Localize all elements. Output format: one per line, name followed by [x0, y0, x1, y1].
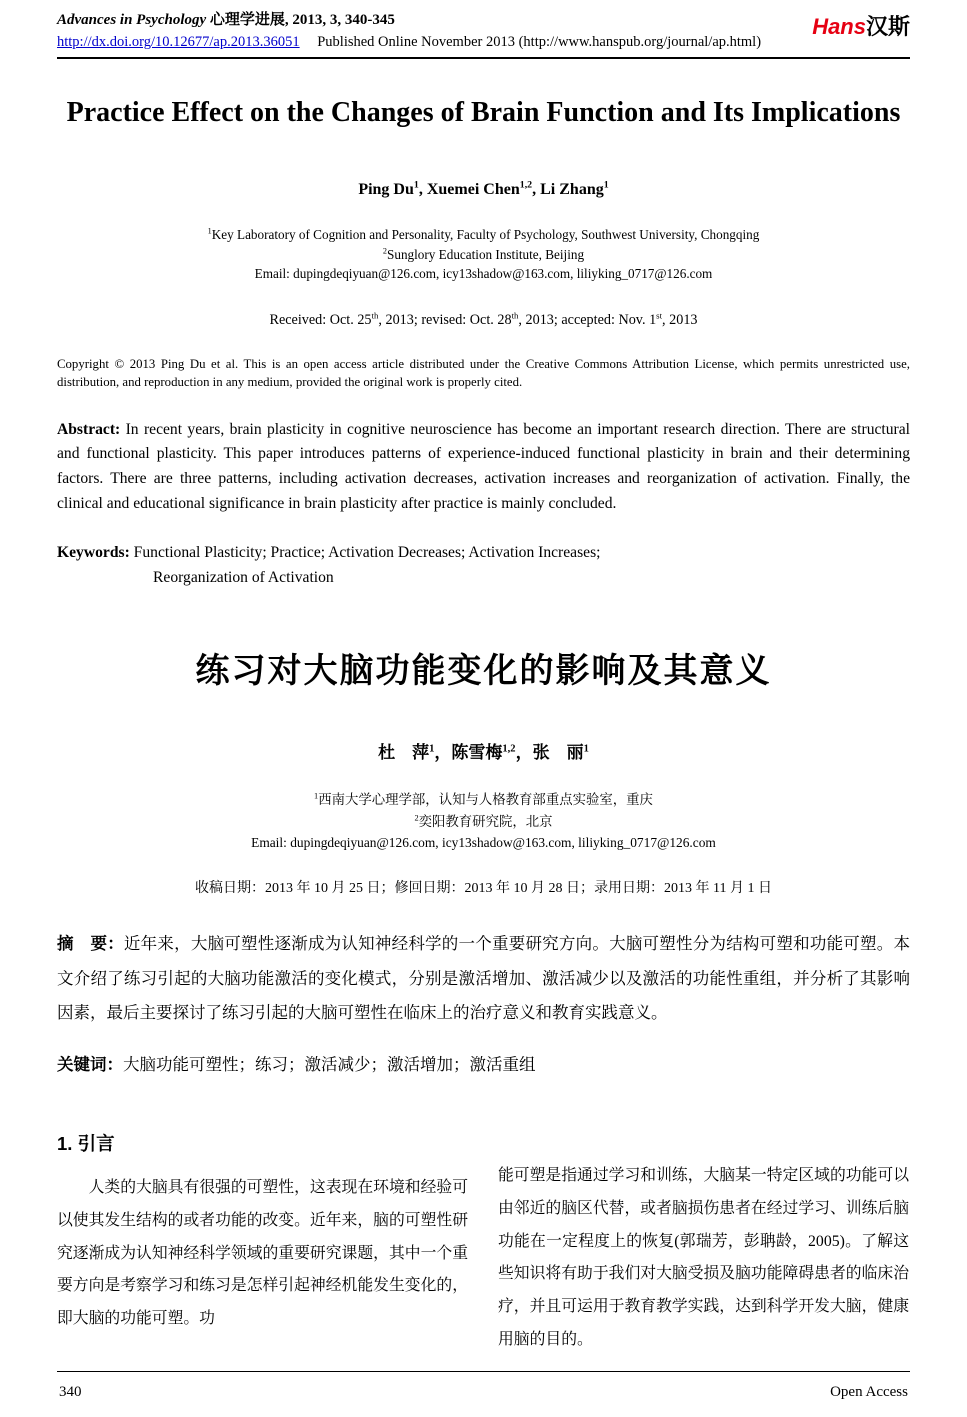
keywords-label: Keywords: — [57, 544, 130, 562]
body-columns — [57, 1130, 910, 1357]
journal-info — [57, 8, 761, 51]
ordinal-sup: th — [511, 310, 519, 321]
affiliations-cn — [57, 789, 910, 853]
received-text: , 2013 — [662, 312, 698, 329]
keywords-cn-text: 大脑功能可塑性；练习；激活减少；激活增加；激活重组 — [123, 1054, 536, 1074]
paper-title-en: Practice Effect on the Changes of Brain Function and Its Implications — [66, 97, 901, 128]
received-text: , 2013; accepted: Nov. 1 — [518, 312, 657, 329]
received-dates-cn: 收稿日期：2013 年 10 月 25 日；修回日期：2013 年 10 月 28 日；录用日期：2013 年 11 月 1 日 — [195, 881, 772, 897]
author-affil-sup: 1 — [413, 179, 419, 191]
column-right — [498, 1130, 909, 1357]
affiliations-en — [57, 225, 910, 284]
keywords-text: Functional Plasticity; Practice; Activation Decreases; Activation Increases; — [133, 544, 601, 562]
affiliation-sup: 1 — [207, 226, 212, 236]
author-affil-sup: 1,2 — [502, 743, 516, 755]
copyright-notice: Copyright © 2013 Ping Du et al. This is an open access article distributed under the Creative Commons Attribution License, which permits unrestricted use, distribution, and reproduction in any medium, provided the original work is properly cited. — [57, 357, 910, 390]
affiliation-text: 西南大学心理学部，认知与人格教育部重点实验室，重庆 — [318, 792, 653, 808]
affiliation-line — [57, 245, 910, 265]
body-paragraph-right: 能可塑是指通过学习和训练，大脑某一特定区域的功能可以由邻近的脑区代替，或者脑损伤患者在经过学习、训练后脑功能在一定程度上的恢复(郭瑞芳，彭聃龄，2005)。了解这些知识将有助于我们对大脑受损及脑功能障碍患者的临床治疗，并且可运用于教育教学实践，达到科学开发大脑，健康用脑的目的。 — [498, 1166, 909, 1349]
author-name: Ping Du — [358, 180, 414, 198]
author-affil-sup: 1,2 — [519, 179, 533, 191]
page-number: 340 — [59, 1384, 82, 1400]
affiliation-line — [57, 789, 910, 810]
author-separator: ， — [434, 743, 452, 763]
authors-cn — [57, 738, 910, 763]
keywords-cn-label: 关键词： — [57, 1055, 123, 1074]
affiliation-text: Key Laboratory of Cognition and Personality, Faculty of Psychology, Southwest University, Chongqing — [211, 226, 760, 242]
author-name: Li Zhang — [540, 180, 604, 198]
journal-title-cn: 心理学进展, 2013, 3, 340-345 — [209, 12, 395, 28]
abstract-en — [57, 418, 910, 518]
author-name: 张 丽 — [532, 743, 584, 763]
keywords-cn — [57, 1048, 910, 1082]
keywords-text-cont: Reorganization of Activation — [153, 569, 334, 587]
body-paragraph-left: 人类的大脑具有很强的可塑性，这表现在环境和经验可以使其发生结构的或者功能的改变。近年来，脑的可塑性研究逐渐成为认知神经科学领域的重要研究课题，其中一个重要方向是考察学习和练习是怎样引起神经机能发生变化的，即大脑的功能可塑。功 — [57, 1178, 468, 1328]
affiliation-sup: 2 — [414, 813, 419, 823]
column-left — [57, 1130, 468, 1357]
received-text: Received: Oct. 25 — [269, 312, 372, 329]
abstract-text: In recent years, brain plasticity in cognitive neuroscience has become an important research direction. There are structural and functional plasticity. This paper introduces patterns of experience-induced functional plasticity in brain and their determining factors. There are three patterns, including activation decreases, activation increases and reorganization of activation. Finally, the clinical and educational significance in brain plasticity after practice is mainly concluded. — [57, 420, 910, 513]
header-divider — [57, 57, 910, 59]
affiliation-line — [57, 225, 910, 245]
hans-logo — [812, 10, 910, 41]
open-access-label: Open Access — [830, 1384, 908, 1400]
journal-header — [57, 8, 910, 59]
paper-title-cn: 练习对大脑功能变化的影响及其意义 — [195, 653, 772, 691]
published-info: Published Online November 2013 (http://www.hanspub.org/journal/ap.html) — [317, 34, 762, 50]
hans-logo-text-en: Hans — [812, 14, 866, 39]
section-heading: 1. 引言 — [57, 1132, 115, 1154]
author-name: Xuemei Chen — [426, 180, 520, 198]
received-dates-en — [57, 312, 910, 329]
author-affil-sup: 1 — [429, 743, 435, 755]
abstract-cn — [57, 927, 910, 1029]
author-affil-sup: 1 — [603, 179, 609, 191]
author-affil-sup: 1 — [583, 743, 589, 755]
journal-line — [57, 8, 761, 29]
hans-logo-text-cn: 汉斯 — [865, 14, 910, 39]
affiliation-text: Sunglory Education Institute, Beijing — [387, 246, 585, 262]
ordinal-sup: th — [371, 310, 379, 321]
affiliation-sup: 2 — [382, 246, 388, 256]
page-footer — [57, 1371, 910, 1417]
abstract-cn-label: 摘 要： — [57, 935, 124, 954]
abstract-cn-text: 近年来，大脑可塑性逐渐成为认知神经科学的一个重要研究方向。大脑可塑性分为结构可塑和功能可塑。本文介绍了练习引起的大脑功能激活的变化模式，分别是激活增加、激活减少以及激活的功能性重组，并分析了其影响因素，最后主要探讨了练习引起的大脑可塑性在临床上的治疗意义和教育实践意义。 — [57, 934, 911, 1023]
affiliation-text: 奕阳教育研究院，北京 — [418, 813, 553, 829]
affiliation-line — [57, 811, 910, 832]
journal-title: Advances in Psychology — [57, 12, 207, 28]
author-name: 杜 萍 — [378, 743, 430, 763]
author-separator: ， — [515, 743, 533, 763]
ordinal-sup: st — [656, 310, 663, 321]
abstract-label: Abstract: — [57, 420, 121, 438]
received-text: , 2013; revised: Oct. 28 — [378, 312, 512, 329]
doi-line — [57, 34, 761, 51]
doi-link[interactable]: http://dx.doi.org/10.12677/ap.2013.36051 — [57, 34, 300, 50]
email-line: Email: dupingdeqiyuan@126.com, icy13shadow@163.com, liliyking_0717@126.com — [254, 266, 713, 282]
keywords-en — [57, 541, 910, 591]
affiliation-sup: 1 — [314, 791, 319, 801]
author-separator: , — [418, 180, 427, 198]
authors-en — [57, 181, 910, 199]
email-line: Email: dupingdeqiyuan@126.com, icy13shadow@163.com, liliyking_0717@126.com — [251, 835, 716, 851]
author-name: 陈雪梅 — [451, 743, 503, 763]
author-separator: , — [532, 180, 541, 198]
